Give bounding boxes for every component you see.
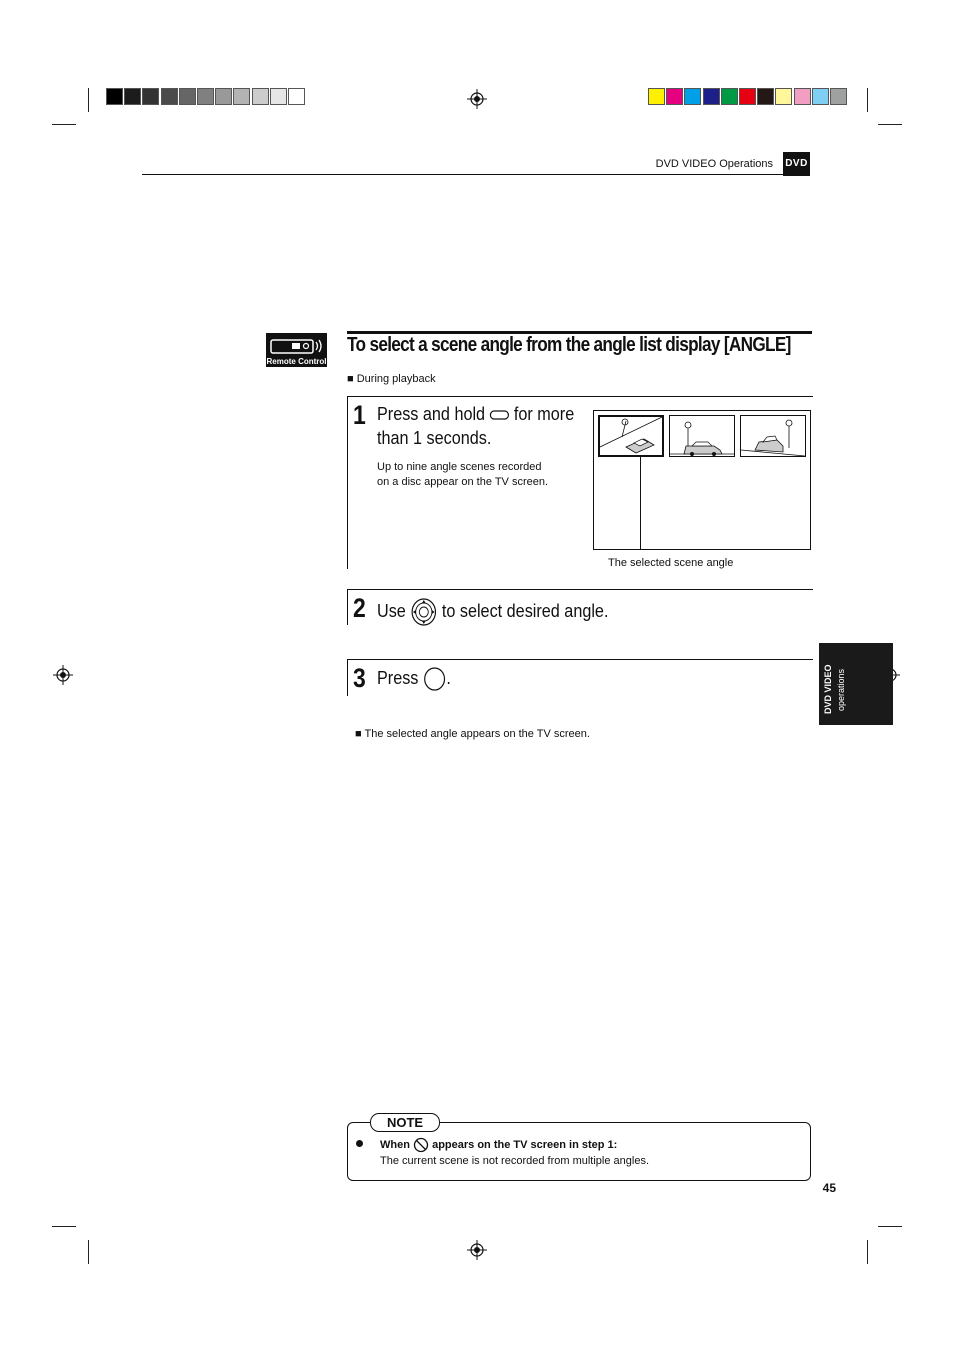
- side-tab-line1: DVD VIDEO: [823, 664, 833, 714]
- calibration-swatch: [252, 88, 269, 105]
- step-2-instruction: [377, 597, 608, 627]
- result-marker: ■: [355, 728, 362, 740]
- calibration-swatch: [179, 88, 196, 105]
- condition-text: During playback: [356, 373, 436, 385]
- calibration-swatch: [161, 88, 178, 105]
- cursor-pad-icon: [410, 597, 437, 627]
- step-2-text-before: Use: [377, 600, 406, 621]
- calibration-swatch: [106, 88, 123, 105]
- crop-mark: [52, 1226, 76, 1227]
- result-text: The selected angle appears on the TV screen.: [364, 728, 590, 740]
- angle-button-icon: [490, 409, 510, 421]
- header-section-label: DVD VIDEO Operations: [655, 158, 773, 170]
- result-line: [355, 728, 590, 740]
- registration-mark-icon: [467, 89, 487, 109]
- crop-mark: [88, 1240, 89, 1264]
- calibration-swatch: [721, 88, 738, 105]
- prohibited-icon: [413, 1137, 429, 1153]
- car-scene-angle-2-icon: [670, 416, 734, 456]
- step-1-description-line1: Up to nine angle scenes recorded: [377, 461, 542, 473]
- note-heading: [380, 1137, 617, 1153]
- note-bullet: [356, 1140, 363, 1147]
- calibration-swatch: [288, 88, 305, 105]
- calibration-swatch: [830, 88, 847, 105]
- note-body: The current scene is not recorded from multiple angles.: [380, 1155, 650, 1167]
- calibration-swatch: [739, 88, 756, 105]
- calibration-swatch: [648, 88, 665, 105]
- playback-condition: [347, 373, 436, 385]
- crop-mark: [867, 1240, 868, 1264]
- step-3-text-after: .: [446, 667, 451, 688]
- step-1-instruction: [377, 404, 574, 425]
- step-1-number: 1: [353, 400, 366, 430]
- calibration-swatch: [270, 88, 287, 105]
- registration-mark-icon: [53, 665, 73, 685]
- step-1-text-before: Press and hold: [377, 404, 486, 424]
- calibration-swatch: [684, 88, 701, 105]
- step-1-description: [377, 460, 587, 490]
- step-1-instruction-line2: than 1 seconds.: [377, 428, 492, 448]
- scene-angle-thumbnail: [740, 415, 806, 457]
- crop-mark: [867, 88, 868, 112]
- remote-control-label: Remote Control: [266, 357, 327, 366]
- step-3-number: 3: [353, 663, 366, 693]
- enter-button-icon: [423, 666, 446, 692]
- step-3-instruction: [377, 666, 451, 692]
- calibration-swatch: [666, 88, 683, 105]
- header-rule: [142, 174, 810, 175]
- crop-mark: [88, 88, 89, 112]
- condition-marker: ■: [347, 373, 354, 385]
- note-heading-after: appears on the TV screen in step 1:: [432, 1138, 618, 1151]
- remote-control-icon: [266, 333, 327, 367]
- calibration-swatch: [233, 88, 250, 105]
- step-1-description-line2: on a disc appear on the TV screen.: [377, 476, 549, 488]
- calibration-swatch: [197, 88, 214, 105]
- scene-angle-thumbnail-selected: [598, 415, 664, 457]
- registration-mark-icon: [467, 1240, 487, 1260]
- calibration-swatch: [757, 88, 774, 105]
- crop-mark: [878, 1226, 902, 1227]
- selected-angle-callout: The selected scene angle: [608, 557, 734, 569]
- dvd-badge: DVD: [783, 152, 810, 176]
- calibration-swatch: [124, 88, 141, 105]
- step-1-text-after: for more: [513, 404, 575, 424]
- side-tab-line2: operations: [836, 668, 846, 711]
- calibration-swatch: [812, 88, 829, 105]
- step-2-text-after: to select desired angle.: [441, 600, 609, 621]
- step-2-number: 2: [353, 593, 366, 623]
- page-number: 45: [822, 1181, 836, 1195]
- calibration-swatch: [703, 88, 720, 105]
- crop-mark: [52, 124, 76, 125]
- calibration-swatch: [775, 88, 792, 105]
- crop-mark: [878, 124, 902, 125]
- note-heading-before: When: [380, 1138, 410, 1151]
- side-chapter-tab: [819, 643, 893, 725]
- note-label: NOTE: [370, 1113, 440, 1132]
- step-3-text-before: Press: [377, 667, 419, 688]
- scene-angle-thumbnail: [669, 415, 735, 457]
- section-title: To select a scene angle from the angle list display [ANGLE]: [347, 334, 791, 356]
- calibration-swatch: [142, 88, 159, 105]
- car-scene-angle-1-icon: [600, 417, 662, 455]
- selected-angle-callout-line: [640, 457, 641, 550]
- calibration-swatch: [215, 88, 232, 105]
- calibration-swatch: [794, 88, 811, 105]
- car-scene-angle-3-icon: [741, 416, 805, 456]
